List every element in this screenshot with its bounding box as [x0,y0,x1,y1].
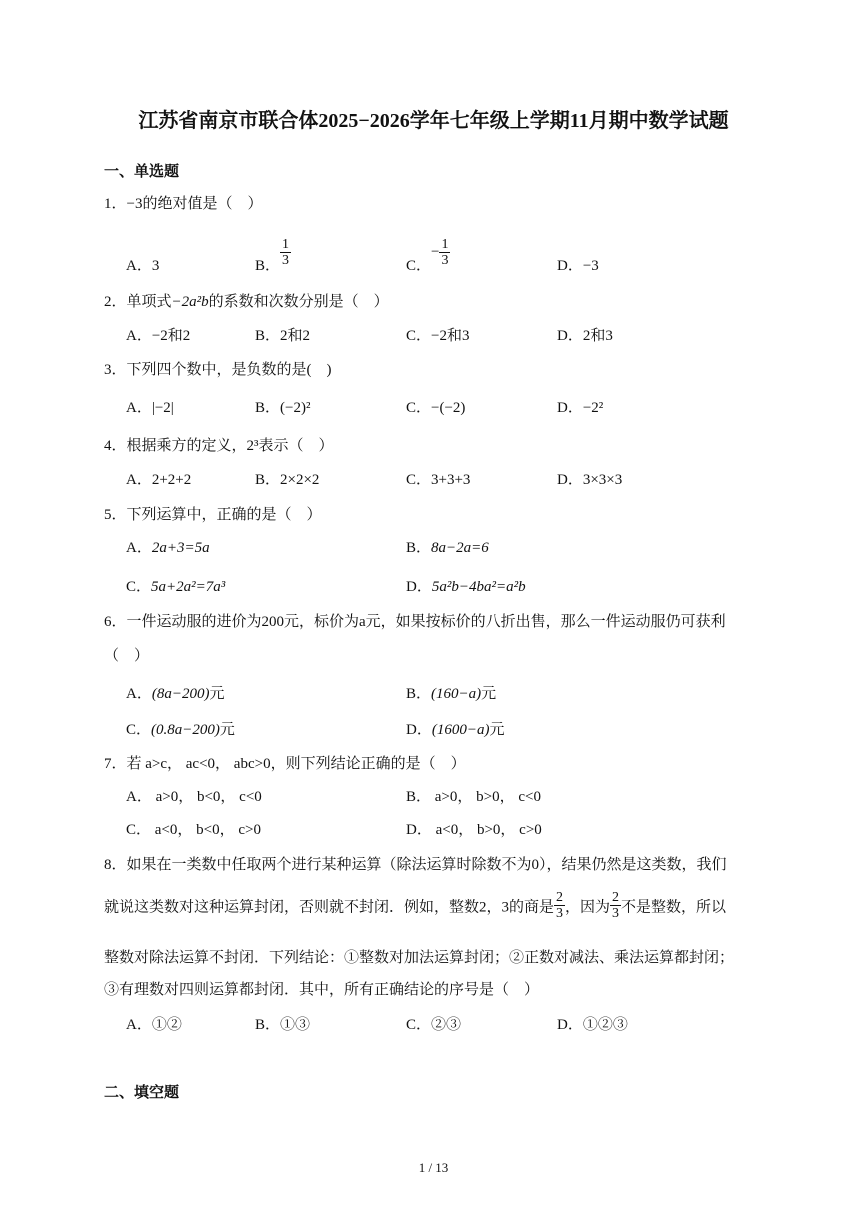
option-d [406,718,504,739]
option-a [126,682,224,703]
fraction-numerator: 2 [556,890,564,905]
option-b [255,396,310,417]
section-heading-fill-blank: 二、填空题 [104,1085,180,1101]
option-d: D．①②③ [557,1017,628,1033]
option-c: C．②③ [406,1017,462,1033]
math-expression: (8a−200) [151,686,210,702]
option-d: D．2和3 [557,328,613,344]
option-d [557,396,603,417]
option-c: C． a<0， b<0， c>0 [126,822,261,838]
option-b [406,536,489,557]
math-expression: (1600−a) [431,722,490,738]
option-a [126,536,210,557]
option-label: C． [126,579,152,595]
fraction [280,237,291,269]
question-text: 就说这类数对这种运算封闭，否则就不封闭．例如，整数2，3的商是 [104,899,555,916]
math-expression: |−2| [151,400,174,416]
math-expression: −2a²b [171,294,209,310]
option-a: A．3 [126,258,160,274]
option-label: D． [406,722,432,738]
question-1 [104,192,263,213]
option-c: C．−2和3 [406,328,470,344]
question-text: 4．根据乘方的定义， [104,438,247,454]
question-text: 的绝对值是（ ） [142,196,263,212]
fraction-numerator: 1 [441,236,449,252]
minus-sign: − [431,244,440,260]
fraction-denominator: 3 [556,906,564,922]
option-label: B． [255,400,281,416]
option-d [406,575,526,596]
option-label: D． [406,579,432,595]
option-label: A． [126,400,152,416]
math-expression: −(−2) [431,400,466,416]
option-b: B．①③ [255,1017,311,1033]
math-expression: 2³ [246,438,259,454]
option-d: D．3×3×3 [557,472,623,488]
option-a: A．2+2+2 [126,472,192,488]
unit-label: 元 [489,722,505,738]
section-heading-single-choice: 一、单选题 [104,164,180,180]
math-expression: 8a−2a=6 [431,540,489,556]
option-a: A．−2和2 [126,328,191,344]
question-8-line-3: 整数对除法运算不封闭．下列结论：①整数对加法运算封闭；②正数对减法、乘法运算都封闭； [104,950,735,966]
math-expression: −2² [582,400,604,416]
option-d: D． a<0， b>0， c>0 [406,822,542,838]
math-expression: (−2)² [280,400,311,416]
option-label: B． [255,258,281,274]
option-label: C． [406,400,432,416]
question-text: ，因为 [565,899,611,916]
option-a [126,396,174,417]
page-title: 江苏省南京市联合体2025−2026学年七年级上学期11月期中数学试题 [138,110,729,132]
option-b: B． a>0， b>0， c<0 [406,789,541,805]
question-number: 1． [104,196,127,212]
question-3: 3．下列四个数中，是负数的是( ) [104,362,332,378]
option-label: B． [406,540,432,556]
option-label: A． [126,686,152,702]
fraction-denominator: 3 [441,253,449,268]
question-6-continued: （ ） [104,648,150,664]
fraction-numerator: 2 [612,890,620,905]
fraction-denominator: 3 [612,906,620,922]
option-b: B．2×2×2 [255,472,320,488]
question-8-line-4: ③有理数对四则运算都封闭．其中，所有正确结论的序号是（ ） [104,982,540,998]
fraction [554,890,565,922]
math-expression: 2a+3=5a [151,540,210,556]
math-expression: (160−a) [431,686,482,702]
unit-label: 元 [481,686,497,702]
option-a: A． a>0， b<0， c<0 [126,789,262,805]
question-text: 的系数和次数分别是（ ） [208,294,389,310]
question-8: 8．如果在一类数中任取两个进行某种运算（除法运算时除数不为0），结果仍然是这类数，我们 [104,857,727,873]
question-7: 7．若 a>c， ac<0， abc>0，则下列结论正确的是（ ） [104,756,466,772]
option-b: B．2和2 [255,328,311,344]
math-expression: (0.8a−200) [151,722,220,738]
math-expression: 5a+2a²=7a³ [151,579,226,595]
question-text: 2．单项式 [104,294,172,310]
option-b [406,682,496,703]
math-expression: −3 [126,196,143,212]
question-6: 6．一件运动服的进价为200元，标价为a元，如果按标价的八折出售，那么一件运动服仍可获利 [104,614,726,630]
option-c: C．3+3+3 [406,472,471,488]
option-label: A． [126,540,152,556]
question-8-line-2 [104,890,726,922]
option-a: A．①② [126,1017,182,1033]
unit-label: 元 [219,722,235,738]
question-text: 表示（ ） [258,438,334,454]
question-5: 5．下列运算中，正确的是（ ） [104,507,322,523]
fraction [439,237,450,269]
question-2 [104,290,389,311]
question-text: 不是整数，所以 [621,899,727,916]
option-c [126,718,235,739]
option-d: D．−3 [557,258,599,274]
option-c [406,230,450,275]
fraction-denominator: 3 [282,253,290,268]
fraction [610,890,621,922]
option-label: D． [557,400,583,416]
option-c [406,396,465,417]
unit-label: 元 [209,686,225,702]
page-number: 1 / 13 [418,1160,449,1175]
fraction-numerator: 1 [282,236,290,252]
math-expression: 5a²b−4ba²=a²b [431,579,526,595]
option-label: C． [126,722,152,738]
option-label: C． [406,258,432,274]
option-label: B． [406,686,432,702]
option-b [255,230,291,275]
question-4 [104,434,334,455]
option-c [126,575,225,596]
